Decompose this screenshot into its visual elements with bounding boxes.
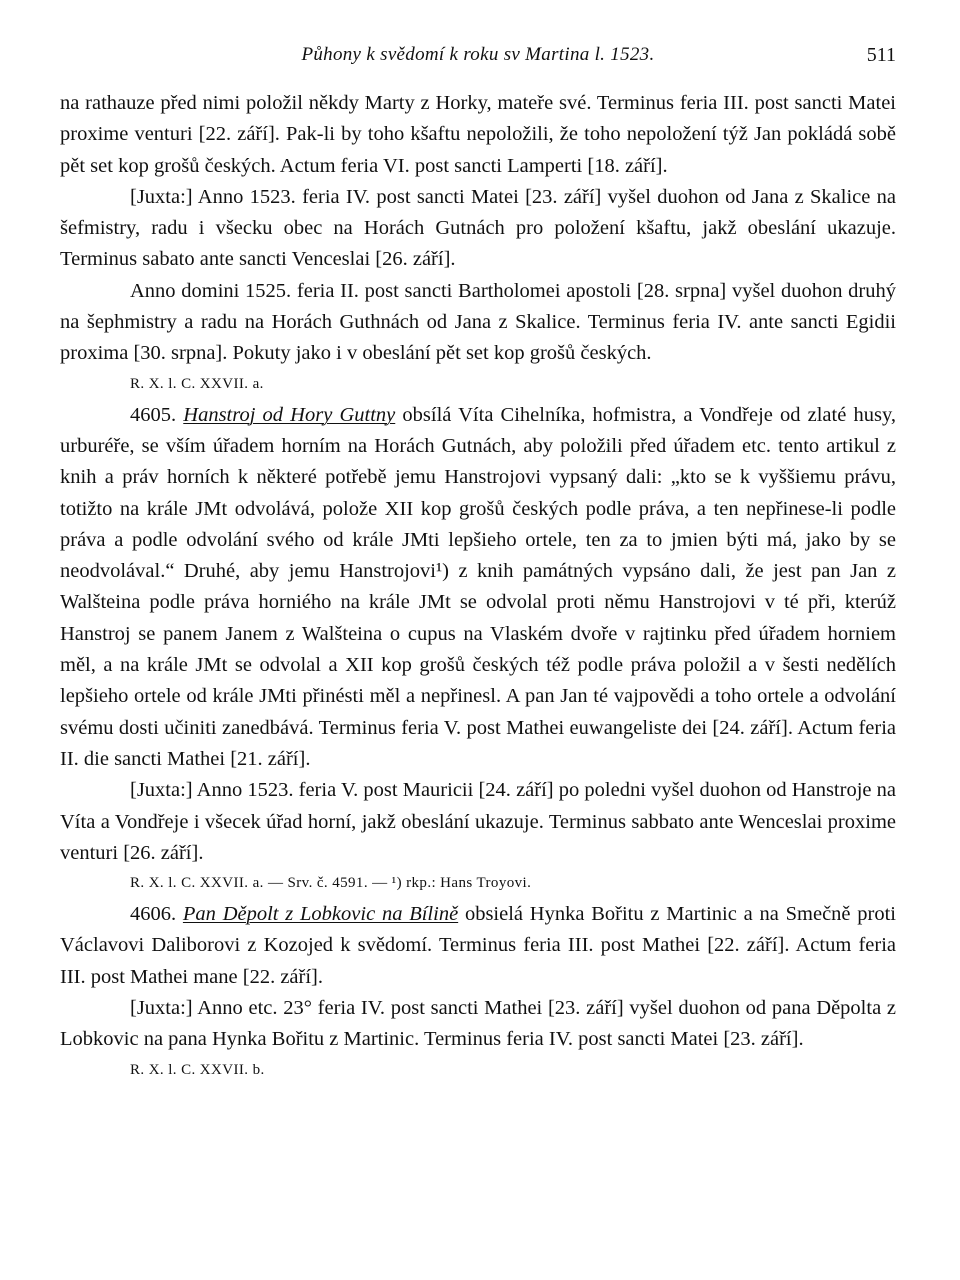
source-reference: R. X. l. C. XXVII. b. (130, 1061, 265, 1078)
source-reference: R. X. l. C. XXVII. a. — Srv. č. 4591. — ¹) rkp.: Hans Troyovi. (130, 875, 532, 892)
body-text (60, 88, 896, 1082)
paragraph: [Juxta:] Anno etc. 23° feria IV. post sancti Mathei [23. září] vyšel duohon od pana Děpolta z Lobkovic na pana Hynka Bořitu z Martinic. Terminus feria IV. post sancti Matei [23. září]. (60, 997, 896, 1051)
running-title: Půhony k svědomí k roku sv Martina l. 1523. (301, 44, 655, 65)
source-reference: R. X. l. C. XXVII. a. (130, 375, 264, 392)
paragraph: na rathauze před nimi položil někdy Marty z Horky, mateře své. Terminus feria III. post sancti Matei proxime venturi [22. září]. Pak-li by toho kšaftu nepoložili, že toho nepoložení týž Jan pokládá sobě pět set kop grošů českých. Actum feria VI. post sancti Lamperti [18. září]. (60, 92, 896, 177)
paragraph: Anno domini 1525. feria II. post sancti Bartholomei apostoli [28. srpna] vyšel duohon druhý na šephmistry a radu na Horách Guthnách od Jana z Skalice. Terminus feria IV. ante sancti Egidii proxima [30. srpna]. Pokuty jako i v obeslání pět set kop grošů českých. (60, 279, 896, 365)
document-page (60, 44, 896, 1086)
entry-text: obsielá Hynka Bořitu z Martinic a na Smečně proti Václavovi Daliborovi z Kozojed k svědomí. Terminus feria III. post Mathei [22. září]. Actum feria III. post Mathei mane [22. září]. (60, 903, 897, 988)
entry-4606 (60, 899, 896, 993)
paragraph: [Juxta:] Anno 1523. feria IV. post sancti Matei [23. září] vyšel duohon od Jana z Skalice na šefmistry, radu i všecku obec na Horách Gutnách pro položení kšaftu, jakž obeslání ukazuje. Terminus sabato ante sancti Venceslai [26. září]. (60, 185, 896, 271)
entry-title: Hanstroj od Hory Guttny (183, 403, 396, 426)
entry-4605 (60, 400, 896, 776)
entry-text: obsílá Víta Cihelníka, hofmistra, a Vondřeje od zlaté husy, urburéře, se vším úřadem horním na Horách Gutnách, aby položili před úřadem etc. tento artikul z knih a práv horních k některé potřebě jemu Hanstrojovi vypsaný dali: „kto se k vyššiemu právu, totižto na krále JMt odvolává, polože XII kop grošů českých podle práva, a ten nepřinese-li podle práva a podle odvolání svého od krále JMti lepšieho ortele, ten za to jmien býti má, jako by se neodvolával.“ Druhé, aby jemu Hanstrojovi¹) z knih památných vypsáno dali, že jest pan Jan z Walšteina podle práva horniého na krále JMt se odvolal proti němu Hanstrojovi v té při, kterúž Hanstroj se panem Janem z Walšteina o cupus na Vlaském dvoře v rajtinku před úřadem horniem měl, a na krále JMt se odvolal a XII kop grošů českých též podle práva položil a v šesti nedělích lepšieho ortele od krále JMti přinésti měl a nepřinesl. A pan Jan té vajpovědi a toho ortele a odvolání svému dosti učiniti zanedbává. Terminus feria V. post Mathei euwangeliste dei [24. září]. Actum feria II. die sancti Mathei [21. září]. (60, 403, 896, 770)
page-number: 511 (866, 44, 896, 66)
entry-number: 4605. (130, 403, 177, 426)
running-header (60, 44, 896, 78)
entry-number: 4606. (130, 903, 177, 926)
paragraph: [Juxta:] Anno 1523. feria V. post Mauricii [24. září] po poledni vyšel duohon od Hanstroje na Víta a Vondřeje i všecek úřad horní, jakž obeslání ukazuje. Terminus sabbato ante Wenceslai proxime venturi [26. září]. (60, 779, 896, 864)
entry-title: Pan Děpolt z Lobkovic na Bílině (182, 903, 459, 926)
